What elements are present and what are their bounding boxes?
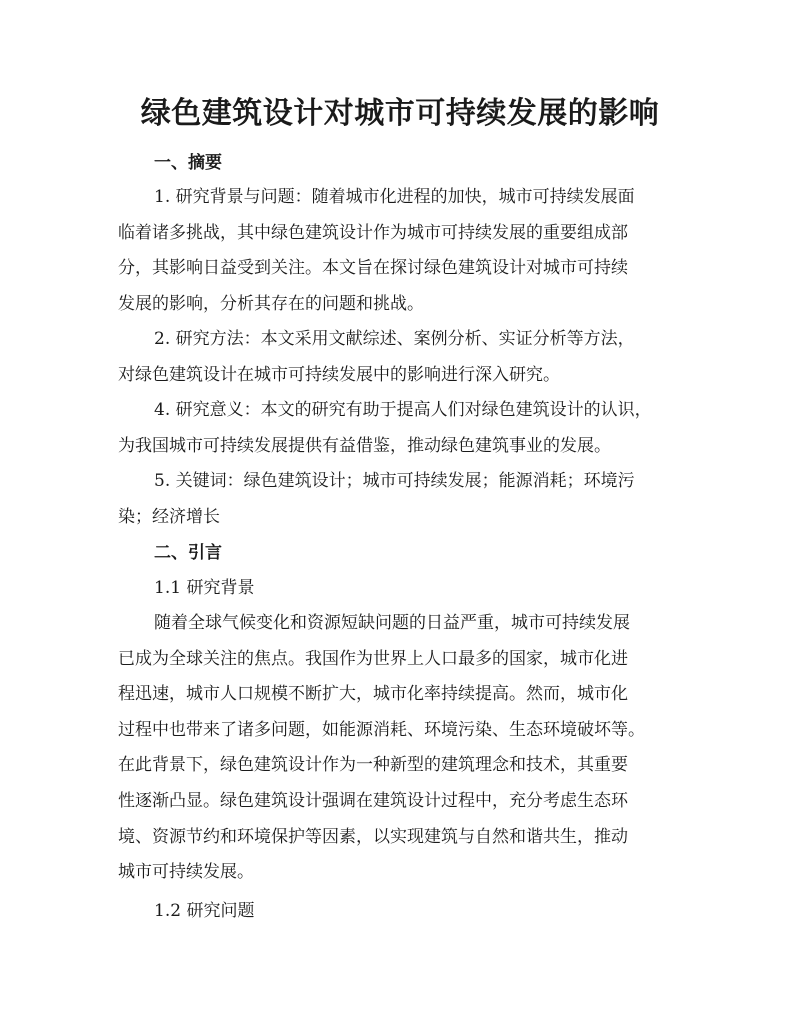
abstract-paragraph-keywords [118, 464, 693, 535]
intro-paragraph-background [118, 606, 693, 891]
subsection-heading-questions: 1.2 研究问题 [154, 901, 255, 921]
text-line: 为我国城市可持续发展提供有益借鉴，推动绿色建筑事业的发展。 [118, 435, 611, 456]
text-line: 1. 研究背景与问题：随着城市化进程的加快，城市可持续发展面 [154, 187, 635, 207]
intro-heading: 二、引言 [154, 543, 222, 563]
abstract-paragraph-methods [118, 322, 693, 393]
text-line: 随着全球气候变化和资源短缺问题的日益严重，城市可持续发展 [154, 613, 630, 633]
text-line: 性逐渐凸显。绿色建筑设计强调在建筑设计过程中，充分考虑生态环 [118, 790, 628, 811]
abstract-heading: 一、摘要 [154, 153, 222, 173]
text-line: 程迅速，城市人口规模不断扩大，城市化率持续提高。然而，城市化 [118, 684, 628, 705]
text-line: 已成为全球关注的焦点。我国作为世界上人口最多的国家，城市化进 [118, 648, 628, 669]
abstract-paragraph-significance [118, 393, 693, 464]
text-line: 2. 研究方法：本文采用文献综述、案例分析、实证分析等方法， [154, 329, 635, 349]
text-line: 过程中也带来了诸多问题，如能源消耗、环境污染、生态环境破坏等。 [118, 719, 645, 740]
text-line: 城市可持续发展。 [118, 862, 254, 883]
text-line: 染；经济增长 [118, 506, 220, 527]
text-line: 临着诸多挑战，其中绿色建筑设计作为城市可持续发展的重要组成部 [118, 222, 628, 243]
text-line: 分，其影响日益受到关注。本文旨在探讨绿色建筑设计对城市可持续 [118, 258, 628, 279]
document-title: 绿色建筑设计对城市可持续发展的影响 [140, 96, 660, 131]
text-line: 4. 研究意义：本文的研究有助于提高人们对绿色建筑设计的认识， [154, 400, 652, 420]
subsection-heading-background: 1.1 研究背景 [154, 578, 255, 598]
text-line: 5. 关键词：绿色建筑设计；城市可持续发展；能源消耗；环境污 [154, 471, 635, 491]
text-line: 在此背景下，绿色建筑设计作为一种新型的建筑理念和技术，其重要 [118, 755, 628, 776]
abstract-paragraph-background [118, 180, 693, 322]
text-line: 发展的影响，分析其存在的问题和挑战。 [118, 293, 424, 314]
text-line: 对绿色建筑设计在城市可持续发展中的影响进行深入研究。 [118, 364, 560, 385]
text-line: 境、资源节约和环境保护等因素，以实现建筑与自然和谐共生，推动 [118, 826, 628, 847]
